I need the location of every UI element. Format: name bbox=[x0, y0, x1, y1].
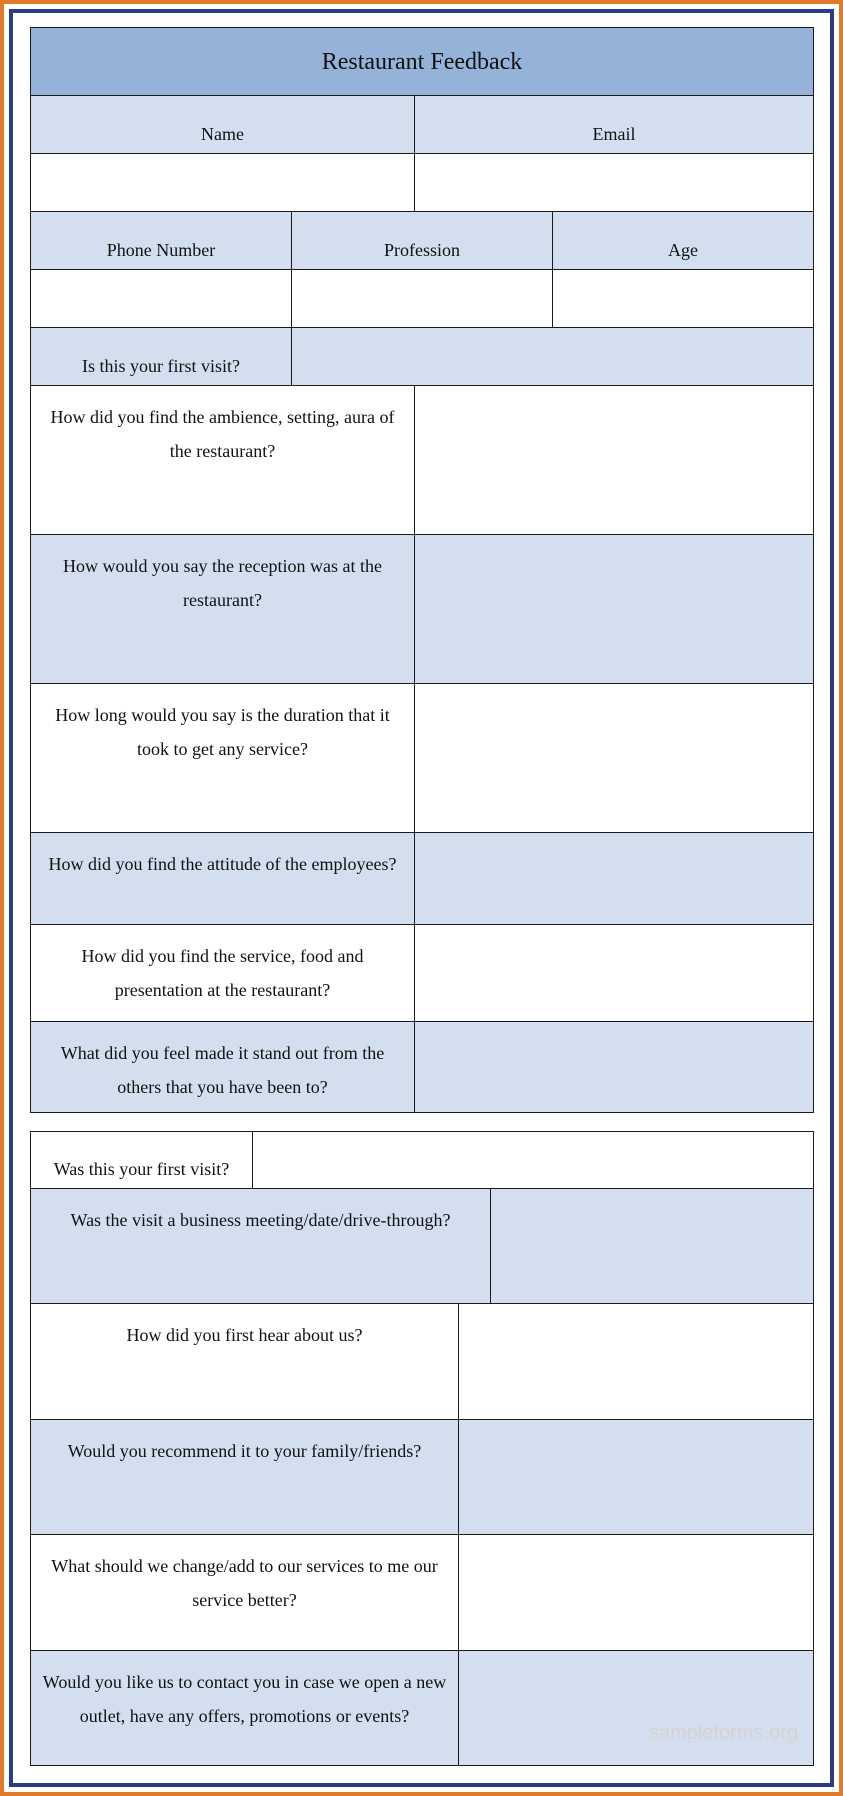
recommend-answer-field[interactable] bbox=[459, 1420, 814, 1535]
profession-field[interactable] bbox=[292, 270, 553, 328]
ambience-answer-field[interactable] bbox=[415, 386, 814, 535]
phone-number-field[interactable] bbox=[31, 270, 292, 328]
reception-answer-field[interactable] bbox=[415, 535, 814, 684]
recommend-question: Would you recommend it to your family/friends? bbox=[31, 1420, 459, 1535]
service-food-question: How did you find the service, food and presentation at the restaurant? bbox=[31, 925, 415, 1022]
first-visit-field[interactable] bbox=[292, 328, 814, 386]
first-visit-label: Is this your first visit? bbox=[31, 328, 292, 386]
stand-out-answer-field[interactable] bbox=[415, 1022, 814, 1113]
name-field[interactable] bbox=[31, 154, 415, 212]
follow-up-questions-table bbox=[30, 1303, 814, 1766]
stand-out-question: What did you feel made it stand out from the others that you have been to? bbox=[31, 1022, 415, 1113]
reception-question: How would you say the reception was at the restaurant? bbox=[31, 535, 415, 684]
service-food-answer-field[interactable] bbox=[415, 925, 814, 1022]
improvement-question: What should we change/add to our services to me our service better? bbox=[31, 1535, 459, 1651]
employee-attitude-answer-field[interactable] bbox=[415, 833, 814, 925]
watermark: sampleforms.org bbox=[649, 1722, 798, 1744]
visit-details-table bbox=[30, 1131, 814, 1305]
improvement-answer-field[interactable] bbox=[459, 1535, 814, 1651]
was-first-visit-label: Was this your first visit? bbox=[31, 1132, 253, 1189]
was-first-visit-field[interactable] bbox=[253, 1132, 814, 1189]
visit-type-answer-field[interactable] bbox=[491, 1189, 814, 1305]
form-title: Restaurant Feedback bbox=[31, 28, 814, 96]
service-duration-answer-field[interactable] bbox=[415, 684, 814, 833]
name-label: Name bbox=[31, 96, 415, 154]
hear-about-us-question: How did you first hear about us? bbox=[31, 1304, 459, 1420]
profession-label: Profession bbox=[292, 212, 553, 270]
service-duration-question: How long would you say is the duration that it took to get any service? bbox=[31, 684, 415, 833]
feedback-form-table bbox=[30, 27, 814, 1113]
phone-number-label: Phone Number bbox=[31, 212, 292, 270]
age-field[interactable] bbox=[553, 270, 814, 328]
email-label: Email bbox=[415, 96, 814, 154]
contact-consent-answer-field[interactable] bbox=[459, 1651, 814, 1766]
contact-consent-question: Would you like us to contact you in case we open a new outlet, have any offers, promotions or events? bbox=[31, 1651, 459, 1766]
visit-type-question: Was the visit a business meeting/date/drive-through? bbox=[31, 1189, 491, 1305]
hear-about-us-answer-field[interactable] bbox=[459, 1304, 814, 1420]
employee-attitude-question: How did you find the attitude of the employees? bbox=[31, 833, 415, 925]
age-label: Age bbox=[553, 212, 814, 270]
ambience-question: How did you find the ambience, setting, aura of the restaurant? bbox=[31, 386, 415, 535]
email-field[interactable] bbox=[415, 154, 814, 212]
form-page bbox=[13, 13, 830, 1783]
